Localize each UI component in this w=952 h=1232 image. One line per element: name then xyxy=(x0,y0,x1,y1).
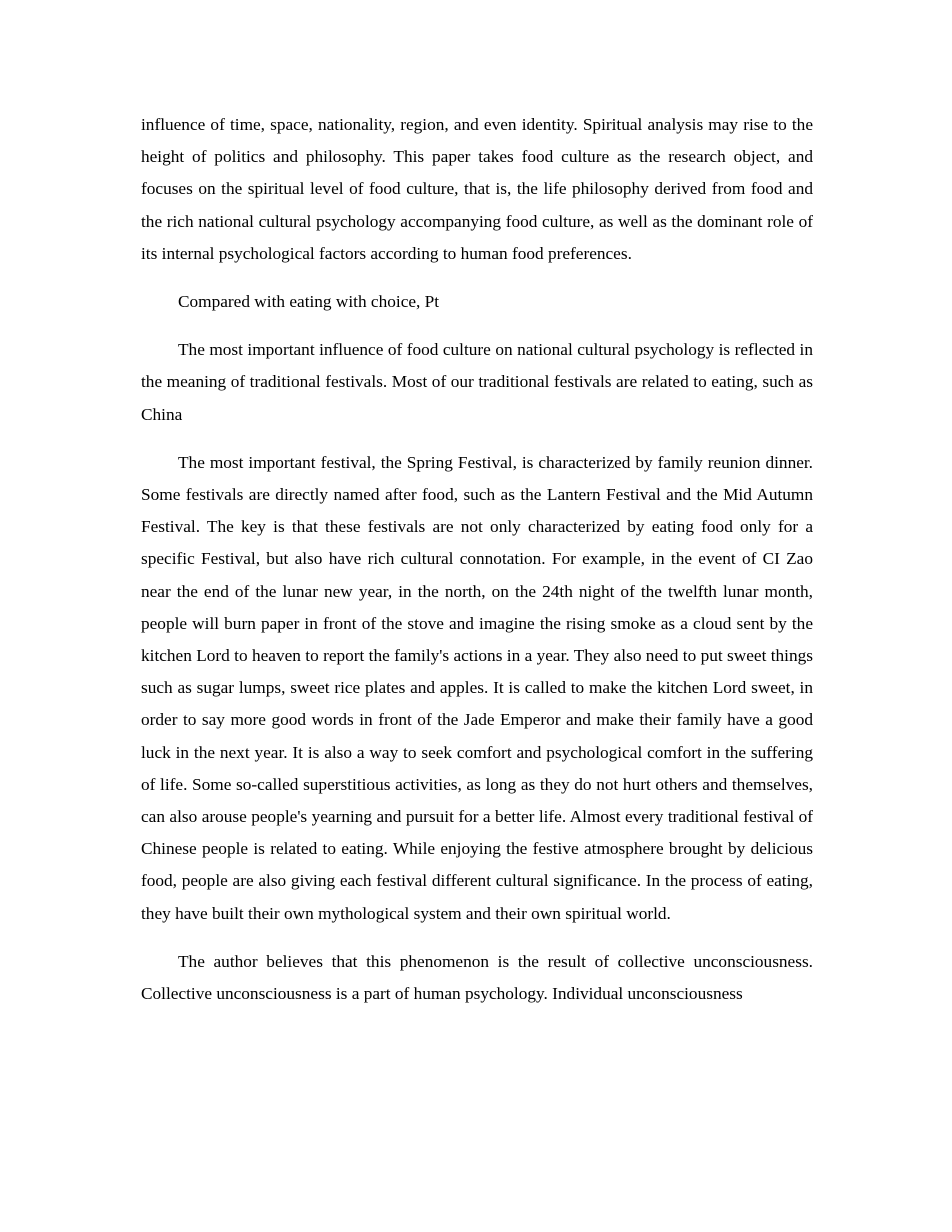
paragraph-food-culture-intro: influence of time, space, nationality, region, and even identity. Spiritual analysis may rise to the height of politics and philosophy. This paper takes food culture as the research object, and focuses on the spiritual level of food culture, that is, the life philosophy derived from food and the rich national cultural psychology accompanying food culture, as well as the dominant role of its internal psychological factors according to human food preferences. xyxy=(141,115,813,263)
paragraph-spring-festival: The most important festival, the Spring Festival, is characterized by family reunion dinner. Some festivals are directly named after food, such as the Lantern Festival and the Mid Autumn Festival. The key is that these festivals are not only characterized by eating food only for a specific Festival, but also have rich cultural connotation. For example, in the event of CI Zao near the end of the lunar new year, in the north, on the 24th night of the twelfth lunar month, people will burn paper in front of the stove and imagine the rising smoke as a cloud sent by the kitchen Lord to heaven to report the family's actions in a year. They also need to put sweet things such as sugar lumps, sweet rice plates and apples. It is called to make the kitchen Lord sweet, in order to say more good words in front of the Jade Emperor and make their family have a good luck in the next year. It is also a way to seek comfort and psychological comfort in the suffering of life. Some so-called superstitious activities, as long as they do not hurt others and themselves, can also arouse people's yearning and pursuit for a better life. Almost every traditional festival of Chinese people is related to eating. While enjoying the festive atmosphere brought by delicious food, people are also giving each festival different cultural significance. In the process of eating, they have built their own mythological system and their own spiritual world. xyxy=(141,452,813,923)
document-page xyxy=(141,109,813,1010)
paragraph-eating-with-choice: Compared with eating with choice, Pt xyxy=(178,292,440,312)
paragraph-traditional-festivals: The most important influence of food culture on national cultural psychology is reflected in the meaning of traditional festivals. Most of our traditional festivals are related to eating, such as China xyxy=(141,340,813,424)
paragraph-collective-unconsciousness: The author believes that this phenomenon is the result of collective unconsciousness. Collective unconsciousness is a part of human psychology. Individual unconsciousness xyxy=(141,951,813,1004)
